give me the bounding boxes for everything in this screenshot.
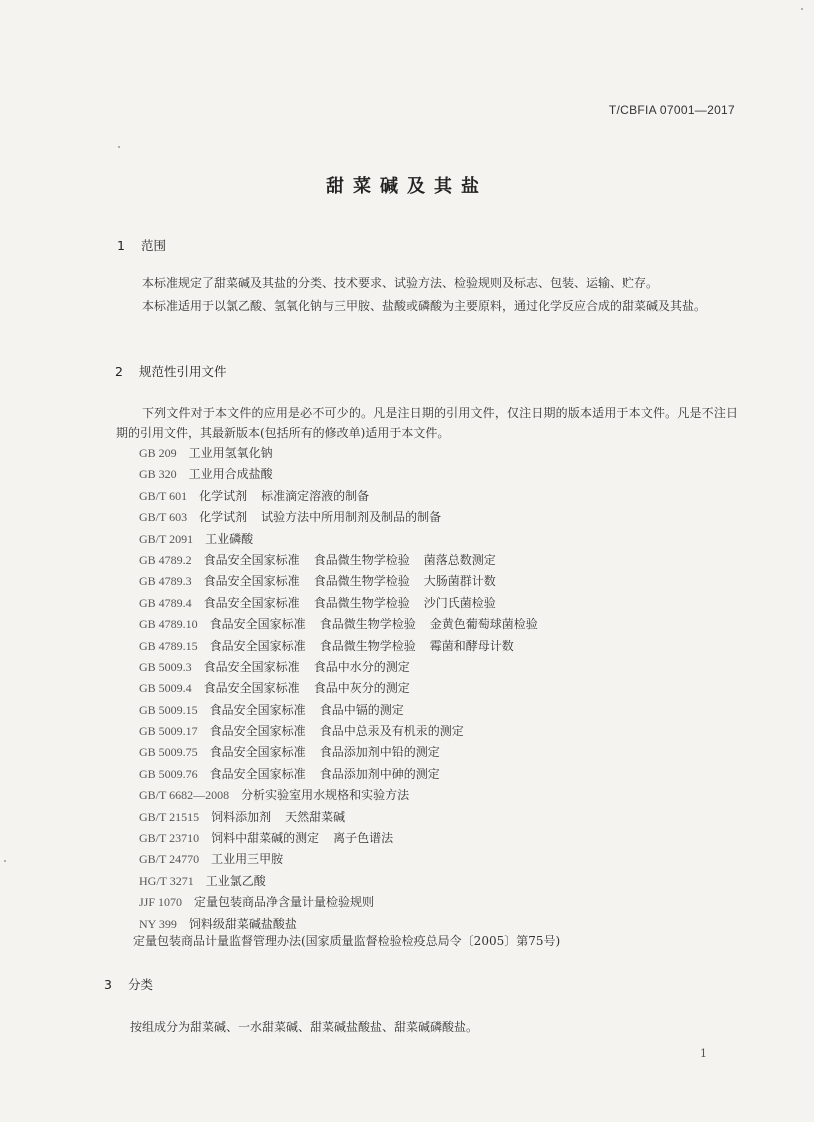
reference-code: GB 5009.17 [139,724,198,739]
reference-item [139,529,538,550]
reference-subtitle: 天然甜菜碱 [285,809,346,824]
reference-title: 食品安全国家标准 [209,724,306,739]
reference-subtitle: 食品微生物学检验 [313,595,410,610]
reference-subtitle: 食品中镉的测定 [319,702,404,717]
reference-item [139,614,538,635]
reference-title: 食品安全国家标准 [203,659,300,674]
reference-regulation: 定量包装商品计量监督管理办法(国家质量监督检验检疫总局令〔2005〕第75号) [133,934,561,948]
reference-subtitle: 食品添加剂中砷的测定 [319,766,440,781]
reference-title: 食品安全国家标准 [203,681,300,696]
reference-subtitle-2: 菌落总数测定 [423,552,496,567]
reference-subtitle: 食品中水分的测定 [313,659,410,674]
reference-title: 饲料中甜菜碱的测定 [211,831,320,846]
section-2-heading [115,362,227,380]
reference-item [139,657,538,678]
reference-item [139,849,538,870]
reference-title: 食品安全国家标准 [203,552,300,567]
reference-item [139,871,538,892]
reference-title: 食品安全国家标准 [209,766,306,781]
reference-code: GB 320 [139,467,177,482]
reference-title: 食品安全国家标准 [209,745,306,760]
reference-code: GB/T 6682—2008 [139,788,230,803]
document-code: T/CBFIA 07001—2017 [608,103,735,117]
reference-item [139,464,538,485]
section-3-paragraph: 按组成分为甜菜碱、一水甜菜碱、甜菜碱盐酸盐、甜菜碱磷酸盐。 [130,1020,479,1034]
reference-code: GB 5009.3 [139,659,192,674]
section-1-title: 范围 [140,238,166,253]
reference-title: 分析实验室用水规格和实验方法 [241,788,410,803]
section-3-number: 3 [104,977,112,992]
reference-title: 食品安全国家标准 [209,638,306,653]
reference-title: 食品安全国家标准 [203,595,300,610]
reference-title: 工业氯乙酸 [205,873,266,888]
section-3-heading [104,975,153,993]
page-number: 1 [700,1047,707,1060]
reference-code: GB 4789.10 [139,617,198,632]
reference-title: 定量包装商品净含量计量检验规则 [194,895,375,910]
reference-subtitle: 食品微生物学检验 [319,638,416,653]
reference-subtitle: 食品微生物学检验 [313,552,410,567]
reference-subtitle-2: 金黄色葡萄球菌检验 [429,617,538,632]
reference-code: GB 5009.4 [139,681,192,696]
reference-item [139,571,538,592]
reference-title: 工业用合成盐酸 [188,467,273,482]
normative-reference-list [139,443,538,935]
reference-code: JJF 1070 [139,895,183,910]
reference-code: GB 4789.15 [139,638,198,653]
scan-speck [801,8,803,10]
reference-title: 工业用三甲胺 [211,852,284,867]
reference-code: GB/T 2091 [139,531,194,546]
reference-item [139,807,538,828]
reference-subtitle: 食品中总汞及有机汞的测定 [319,724,464,739]
reference-code: GB 5009.76 [139,766,198,781]
scan-speck [4,860,6,862]
scan-speck [118,146,120,148]
section-3-title: 分类 [127,977,153,992]
section-2-intro: 下列文件对于本文件的应用是必不可少的。凡是注日期的引用文件，仅注日期的版本适用于本文件。凡是不注日期的引用文件，其最新版本(包括所有的修改单)适用于本文件。 [116,406,738,440]
reference-item [139,507,538,528]
reference-code: GB 4789.2 [139,552,192,567]
reference-code: GB/T 603 [139,510,188,525]
reference-item [139,742,538,763]
reference-title: 化学试剂 [199,510,248,525]
reference-subtitle: 食品中灰分的测定 [313,681,410,696]
reference-item [139,785,538,806]
reference-item [139,700,538,721]
reference-subtitle: 标准滴定溶液的制备 [261,488,370,503]
reference-item [139,550,538,571]
reference-title: 食品安全国家标准 [209,617,306,632]
reference-title: 饲料级甜菜碱盐酸盐 [188,916,297,931]
reference-subtitle: 食品添加剂中铅的测定 [319,745,440,760]
reference-item [139,892,538,913]
reference-item [139,593,538,614]
reference-item [139,678,538,699]
section-1-paragraph-1: 本标准规定了甜菜碱及其盐的分类、技术要求、试验方法、检验规则及标志、包装、运输、贮存。 [142,276,659,290]
reference-code: GB/T 24770 [139,852,200,867]
reference-subtitle-2: 沙门氏菌检验 [423,595,496,610]
reference-subtitle-2: 霉菌和酵母计数 [429,638,514,653]
reference-code: GB 5009.15 [139,702,198,717]
reference-code: GB 5009.75 [139,745,198,760]
document-title: 甜菜碱及其盐 [326,176,488,197]
section-1-paragraph-2: 本标准适用于以氯乙酸、氢氧化钠与三甲胺、盐酸或磷酸为主要原料，通过化学反应合成的甜菜碱及其盐。 [142,299,707,313]
reference-item [139,636,538,657]
reference-code: GB 4789.3 [139,574,192,589]
reference-code: GB/T 601 [139,488,188,503]
reference-item [139,721,538,742]
reference-code: HG/T 3271 [139,873,194,888]
reference-subtitle-2: 大肠菌群计数 [423,574,496,589]
reference-subtitle: 离子色谱法 [333,831,394,846]
reference-title: 食品安全国家标准 [209,702,306,717]
section-1-heading [117,236,166,254]
section-2-number: 2 [115,364,123,379]
reference-title: 饲料添加剂 [211,809,272,824]
reference-title: 工业磷酸 [205,531,254,546]
section-1-number: 1 [117,238,125,253]
section-2-title: 规范性引用文件 [138,364,227,379]
reference-title: 工业用氢氧化钠 [188,446,273,460]
reference-title: 化学试剂 [199,488,248,503]
reference-title: 食品安全国家标准 [203,574,300,589]
reference-code: GB 4789.4 [139,595,192,610]
reference-subtitle: 食品微生物学检验 [313,574,410,589]
reference-item [139,486,538,507]
reference-subtitle: 试验方法中所用制剂及制品的制备 [261,510,442,525]
reference-item [139,828,538,849]
reference-code: GB/T 23710 [139,831,200,846]
reference-code: GB/T 21515 [139,809,200,824]
reference-item [139,764,538,785]
reference-item [139,443,538,464]
reference-code: GB 209 [139,446,177,460]
reference-subtitle: 食品微生物学检验 [319,617,416,632]
reference-code: NY 399 [139,916,177,931]
